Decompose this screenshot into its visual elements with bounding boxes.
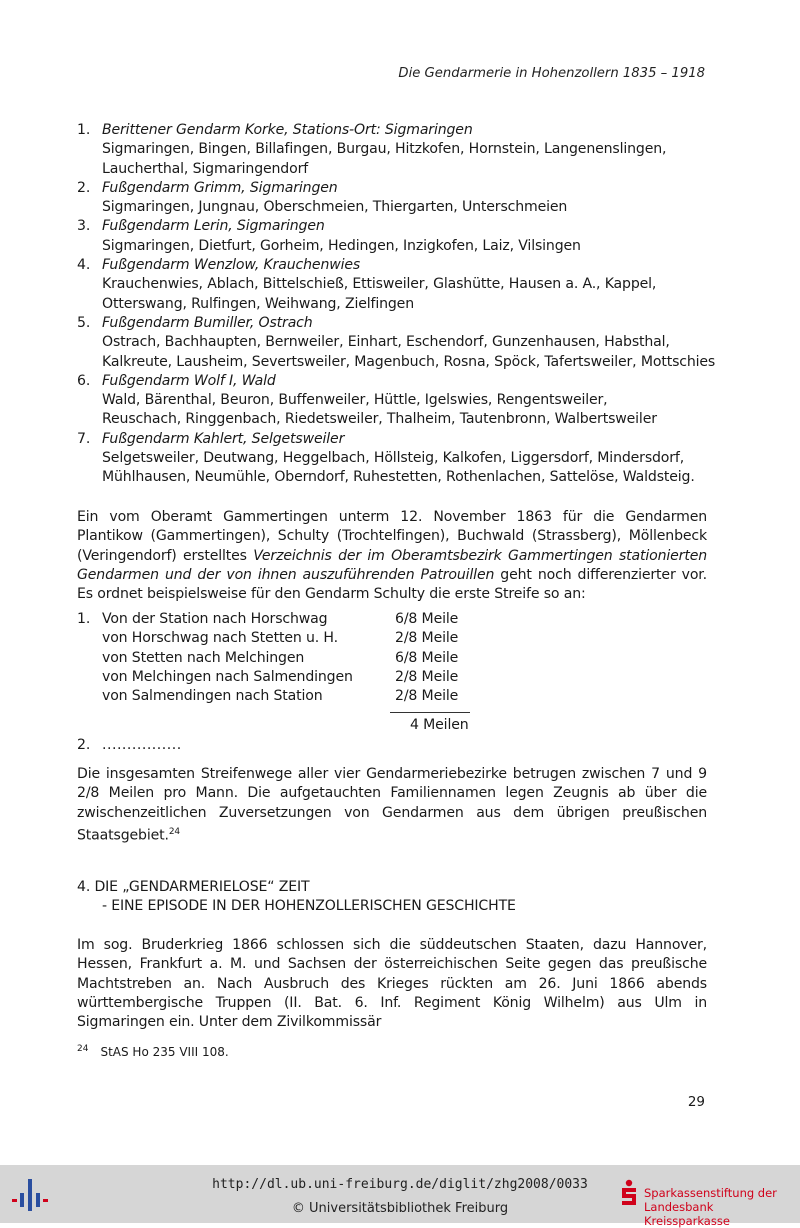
copyright-text: © Universitätsbibliothek Freiburg xyxy=(291,1201,509,1216)
station-item xyxy=(77,256,717,314)
sum-rule xyxy=(390,712,470,713)
station-places: Wald, Bärenthal, Beuron, Buffenweiler, Hüttle, Igelswies, Rengentsweiler, xyxy=(102,392,608,409)
station-gendarm: Fußgendarm Kahlert, Selgetsweiler xyxy=(102,430,345,447)
route-distance: 2/8 Meile xyxy=(395,630,459,647)
station-number: 3. xyxy=(77,218,91,235)
station-number: 1. xyxy=(77,122,91,138)
footnote xyxy=(77,1044,229,1059)
station-number: 7. xyxy=(77,430,91,447)
sponsor[interactable] xyxy=(620,1179,800,1228)
station-places: Laucherthal, Sigmaringendorf xyxy=(102,160,309,177)
station-places: Sigmaringen, Dietfurt, Gorheim, Hedingen, Inzigkofen, Laiz, Vilsingen xyxy=(102,237,581,254)
document-title-italic: Verzeichnis der im Oberamtsbezirk Gammertingen stationierten Gendarmen und der von ihnen auszuführenden Patrouillen xyxy=(77,547,708,583)
station-item xyxy=(77,217,717,256)
ellipsis-dots: ................ xyxy=(102,737,182,753)
station-number: 6. xyxy=(77,372,91,389)
page-number: 29 xyxy=(687,1094,705,1110)
station-gendarm: Fußgendarm Wolf I, Wald xyxy=(102,372,276,389)
route-leg: von Stetten nach Melchingen xyxy=(102,649,305,666)
route-row xyxy=(77,629,497,648)
station-places: Ostrach, Bachhaupten, Bernweiler, Einhart, Eschendorf, Gunzenhausen, Habsthal, xyxy=(102,334,670,351)
footnote-text: StAS Ho 235 VIII 108. xyxy=(100,1045,229,1059)
paragraph-text: geht noch differenzierter vor. Es ordnet beispielsweise für den Gendarm Schulty die erste Streife so an: xyxy=(77,566,707,603)
station-number: 5. xyxy=(77,314,91,331)
station-item xyxy=(77,121,717,179)
running-title: Die Gendarmerie in Hohenzollern 1835 – 1918 xyxy=(398,66,705,81)
route-distance: 6/8 Meile xyxy=(395,611,459,627)
route-row xyxy=(77,668,497,687)
sparkasse-logo-icon xyxy=(620,1179,638,1207)
route-row xyxy=(77,649,497,668)
section-heading xyxy=(77,878,516,917)
section-subtitle: - EINE EPISODE IN DER HOHENZOLLERISCHEN GESCHICHTE xyxy=(102,898,516,915)
route-leg: von Melchingen nach Salmendingen xyxy=(102,668,353,685)
paragraph-text: Ein vom Oberamt Gammertingen unterm 12. November 1863 für die Gendarmen Plantikow (Gammertingen), Schulty (Trochtelfingen), Buchwald (Strassberg), Möllenbeck (Veringendorf) erstelltes xyxy=(77,509,707,564)
station-item xyxy=(77,179,717,218)
paragraph-patrol-lengths xyxy=(77,765,707,846)
paragraph-patrol-register xyxy=(77,508,707,604)
station-item xyxy=(77,372,717,430)
footer-bar xyxy=(0,1165,800,1228)
route-item-2 xyxy=(77,736,182,755)
station-gendarm: Fußgendarm Wenzlow, Krauchenwies xyxy=(102,257,361,274)
route-leg: von Horschwag nach Stetten u. H. xyxy=(102,630,338,647)
route-row xyxy=(77,610,497,629)
document-url-link[interactable]: http://dl.ub.uni-freiburg.de/diglit/zhg2008/0033 xyxy=(212,1177,588,1192)
station-gendarm: Fußgendarm Bumiller, Ostrach xyxy=(102,314,313,331)
section-title: 4. DIE „GENDARMERIELOSE“ ZEIT xyxy=(77,879,310,895)
station-places: Sigmaringen, Bingen, Billafingen, Burgau, Hitzkofen, Hornstein, Langenenslingen, xyxy=(102,141,667,158)
station-places: Krauchenwies, Ablach, Bittelschieß, Ettisweiler, Glashütte, Hausen a. A., Kappel, xyxy=(102,276,657,293)
route-distance: 6/8 Meile xyxy=(395,649,459,666)
route-distance: 2/8 Meile xyxy=(395,668,459,685)
route-item-number: 1. xyxy=(77,611,91,627)
route-total: 4 Meilen xyxy=(410,717,469,733)
station-places: Reuschach, Ringgenbach, Riedetsweiler, Thalheim, Tautenbronn, Walbertsweiler xyxy=(102,411,657,428)
sponsor-line: Landesbank Kreissparkasse xyxy=(644,1200,730,1228)
route-leg: von Salmendingen nach Station xyxy=(102,688,323,705)
paragraph-text: Die insgesamten Streifenwege aller vier Gendarmeriebezirke betrugen zwischen 7 und 9 2/8 Meilen pro Mann. Die aufgetauchten Familiennamen legen Zeugnis ab über die zwischenzeitlichen Zuversetzungen von Gendarmen aus dem übrigen preußischen Staatsgebiet. xyxy=(77,766,707,844)
station-number: 2. xyxy=(77,179,91,196)
station-gendarm: Fußgendarm Lerin, Sigmaringen xyxy=(102,218,325,235)
footnote-ref: 24 xyxy=(168,826,180,837)
route-item-number: 2. xyxy=(77,737,91,753)
route-leg: Von der Station nach Horschwag xyxy=(102,611,328,627)
sponsor-name xyxy=(644,1186,800,1228)
patrol-route-table xyxy=(77,610,497,706)
station-gendarm: Berittener Gendarm Korke, Stations-Ort: Sigmaringen xyxy=(102,122,473,138)
station-places: Sigmaringen, Jungnau, Oberschmeien, Thiergarten, Unterschmeien xyxy=(102,199,568,216)
station-places: Kalkreute, Lausheim, Severtsweiler, Magenbuch, Rosna, Spöck, Tafertsweiler, Mottschies xyxy=(102,353,716,370)
sponsor-line: Sparkassenstiftung der xyxy=(644,1186,777,1200)
station-gendarm: Fußgendarm Grimm, Sigmaringen xyxy=(102,179,338,196)
footnote-number: 24 xyxy=(77,1044,89,1054)
paragraph-text: Im sog. Bruderkrieg 1866 schlossen sich die süddeutschen Staaten, dazu Hannover, Hessen, Frankfurt a. M. und Sachsen der österreichischen Seite gegen das preußische Machtstreben an. Nach Ausbruch des Krieges rückten am 26. Juni 1866 abends württembergische Truppen (II. Bat. 6. Inf. Regiment König Wilhelm) aus Ulm in Sigmaringen ein. Unter dem Zivilkommissär xyxy=(77,937,707,1031)
station-item xyxy=(77,430,717,488)
station-number: 4. xyxy=(77,257,91,274)
station-places: Otterswang, Rulfingen, Weihwang, Zielfingen xyxy=(102,295,414,312)
route-row xyxy=(77,687,497,706)
station-list xyxy=(77,121,717,488)
route-distance: 2/8 Meile xyxy=(395,688,459,705)
station-places: Mühlhausen, Neumühle, Oberndorf, Ruhestetten, Rothenlachen, Sattelöse, Waldsteig. xyxy=(102,469,695,486)
station-places: Selgetsweiler, Deutwang, Heggelbach, Höllsteig, Kalkofen, Liggersdorf, Mindersdorf, xyxy=(102,450,685,467)
station-item xyxy=(77,314,717,372)
paragraph-bruderkrieg xyxy=(77,936,707,1032)
